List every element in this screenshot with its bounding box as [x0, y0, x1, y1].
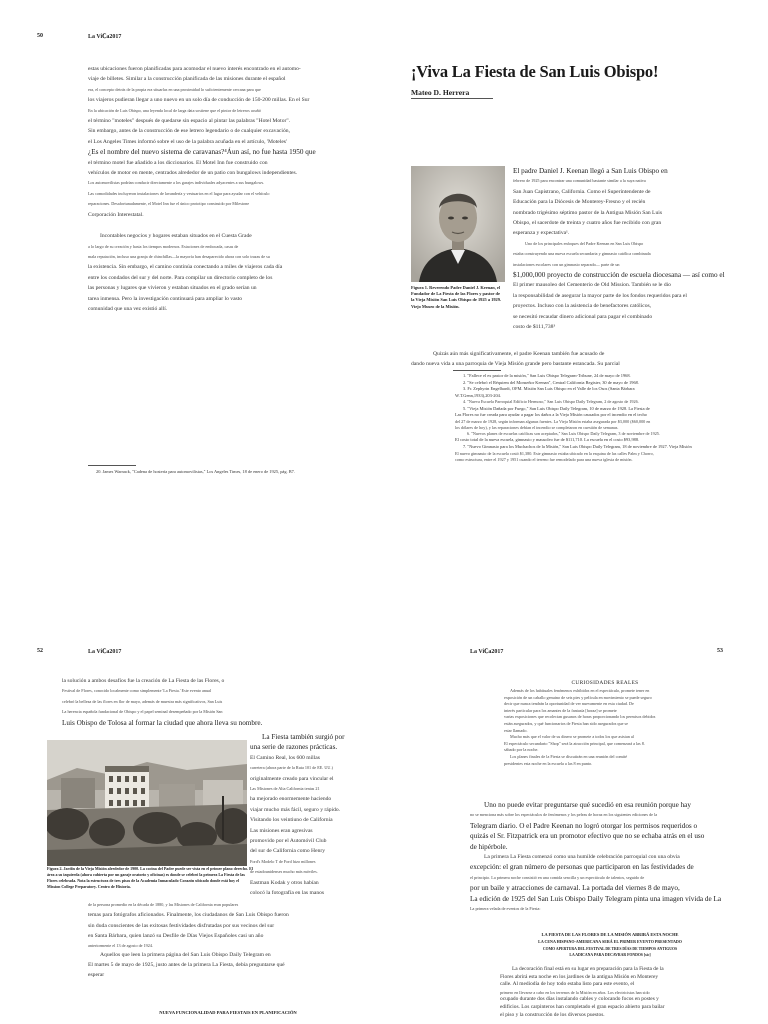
text-line: La primera velada de eventos de la Fiesta: — [470, 906, 541, 912]
text-line: El espectáculo secundario "Shop" será la atracción principal, que comenzará a las 8. — [504, 740, 645, 746]
text-line: sábado por la noche. — [504, 747, 539, 753]
page53-text — [470, 800, 766, 914]
text-line: comunidad que una vez existió allí. — [88, 305, 168, 312]
text-line: Ford's Modelo T de Ford hizo millones — [250, 858, 316, 864]
text-line: anteriormente el 13 de agosto de 1924. — [88, 942, 154, 948]
text-line: El padre Daniel J. Keenan llegó a San Luis Obispo en — [513, 167, 668, 175]
text-line: exposición de un caballo genuino de seis pies y película en movimiento se puede seguro — [504, 694, 652, 700]
page-number: 50 — [37, 33, 43, 39]
text-line: a lo largo de su creación y hasta los tiempos modernos. Estaciones de embocada, casas de — [88, 243, 239, 249]
footnote: 1. "Fallece el ex pastor de la misión," San Luis Obispo Telegram-Tribune, 24 de mayo de 1968. — [463, 373, 631, 378]
running-header: La Viℂa2017 — [470, 649, 504, 655]
text-line: varias exposiciones que recolectan gusanos de horas proporcionando los permisos debidos — [504, 714, 656, 720]
text-line: en Santa Bárbara, quien lanzó su Desfile de Días Viejos Españoles casi un año — [88, 933, 264, 940]
text-line: Eastman Kodak y otros habían — [250, 879, 319, 886]
text-line: vehículos de motor en mente, centrados alrededor de un patio con bungalows independientes. — [88, 170, 298, 177]
text-line: esperanza y expectativa¹. — [513, 230, 570, 237]
text-line: temas para fotógrafos aficionados. Finalmente, los ciudadanos de San Luis Obispo fueron — [88, 912, 289, 919]
text-line: estar llamado. — [504, 727, 528, 733]
text-line: las personas y lugares que vivieron y estaban situados en el grado serían un — [88, 285, 257, 292]
text-line: promovido por el Automóvil Club — [250, 838, 327, 845]
text-line: $1,000,000 proyecto de construcción de escuela diocesana — así como el — [513, 271, 725, 280]
page52-intro — [62, 676, 362, 729]
text-line: quizás el Sr. Fitzpatrick era un promotor efectivo que no se echaba atrás en el uso — [470, 832, 705, 841]
page51-paragraph — [411, 349, 761, 370]
text-line: Aquellos que leen la primera página del San Luis Obispo Daily Telegram en — [100, 951, 271, 958]
text-line: Visitando los veintiuno de California — [250, 817, 333, 824]
footnote: 3. Fr. Zephyrin Engelhardt, OFM. Misión San Luis Obispo en el Valle de los Osos (Santa Bárbara — [463, 386, 635, 392]
portrait-photo-icon — [411, 166, 505, 282]
page52-bottom — [88, 900, 378, 981]
text-line: Obispo, el sacerdote de treinta y cuatro años fue recibido con gran — [513, 220, 662, 227]
section-heading: NUEVA FUNCIONALIDAD PARA FIESTAIS EN PLANIFICACIÓN — [159, 1010, 297, 1015]
footnote: El nuevo gimnasio de la escuela costó $1,380. Este gimnasio estaba ubicado en la esquina de las calles Palm y Chorro, — [455, 450, 654, 456]
headline-block — [500, 931, 720, 958]
text-line: edificios. Los carpinteros han completado el gran espacio abierto para bailar — [500, 1003, 665, 1010]
text-line: La decoración final está en su lugar en preparación para la Fiesta de la — [512, 966, 664, 972]
text-line: la solución a ambos desafíos fue la creación de La Fiesta de las Flores, o — [62, 678, 225, 684]
text-line: están asegurados, y qué funcionarios de Fiesta han sido asegurados que se — [504, 720, 628, 726]
text-line: viajar mucho más fácil, seguro y rápido. — [250, 806, 341, 813]
text-line: La primera La Fiesta comenzó como una humilde celebración parroquial con una obvia — [484, 854, 680, 861]
text-line: Además de los habituales fenómenos exhibidos en el espectáculo, promete tener en — [510, 688, 650, 693]
text-line: el principio. La primera noche consistió en una comida sencilla y un espectáculo de talentos, seguido de — [470, 874, 645, 880]
text-line: estas ubicaciones fueron planificadas para acomodar el nuevo interés encontrado en el automo- — [88, 66, 301, 72]
text-line: Uno de los principales enfoques del Padre Keenan en San Luis Obispo — [525, 240, 644, 246]
text-line: originalmente creado para vincular el — [250, 775, 334, 782]
text-line: ocupado durante dos días instalando cables y colocando focos en postes y — [500, 996, 659, 1003]
town-photo-icon — [47, 740, 247, 866]
text-line: sin duda conscientes de las exitosas festividades disfrutadas por sus vecinos del sur — [88, 922, 275, 929]
footnote-rule — [453, 370, 501, 371]
text-line: por un baile y atracciones de carnaval. La portada del viernes 8 de mayo, — [470, 884, 680, 893]
text-line: presidentes esta noche en la escuela a las 8 en punto. — [504, 760, 593, 766]
text-line: el término motel fue añadido a los diccionarios. El Motel Inn fue construido con — [88, 159, 268, 166]
text-line: Luis Obispo de Tolosa al formar la ciudad que ahora lleva su nombre. — [62, 718, 263, 727]
text-line: el piso y la construcción de los diversos puestos. — [500, 1011, 605, 1018]
figure-caption: Figura 2. Jardín de la Vieja Misión alrededor de 1900. La cocina del Padre puede ser vista en el primer plano derecho. El área a su izquierda (ahora cubierta por un garaje oratorio y oficinas) es donde se celebró la primera La Fiesta de las Flores celebrada. Nota la estructura de tres pisos de la Academia Inmaculado Corazón ubicado donde está hoy el Mission College Preparatory. Centro de Historia. — [47, 866, 253, 889]
text-line: Las comodidades incluyeron instalaciones de lavandería y vestuarios en el lugar para ayudar con el vehículo — [88, 190, 270, 196]
text-line: el término "moteles" después de quedarse sin espacio al pintar las palabras "Hotel Motor". — [88, 118, 291, 125]
footnote: 7. "Nuevo Gimnasio para los Muchachos de la Misión," San Luis Obispo Daily Telegram, 18 de noviembre de 1927. Vieja Misión — [463, 443, 692, 449]
text-line: del sur de California como Henry — [250, 848, 326, 855]
text-line: ¿Es el nombre del nuevo sistema de caravanas?⁴Áun así, no fue hasta 1950 que — [88, 148, 316, 157]
text-line: la existencia. Sin embargo, el camino continúa conectando a miles de viajeros cada día — [88, 264, 283, 271]
article-title: ¡Viva La Fiesta de San Luis Obispo! — [411, 62, 659, 81]
curiosities-box — [504, 688, 726, 767]
text-line: La Fiesta también surgió por — [262, 733, 345, 741]
text-line: nombrado trigésimo séptimo pastor de la Antigua Misión San Luis — [513, 209, 662, 216]
text-line: la responsabilidad de asegurar la mayor parte de los fondos requeridos para el — [513, 292, 687, 299]
title-rule — [411, 98, 493, 99]
running-header: La Viℂa2017 — [88, 34, 122, 40]
text-line: San Juan Capistrano, California. Como el Superintendente de — [513, 188, 651, 195]
text-line: El primer mausoleo del Cementerio de Old Mission. También se le dio — [513, 282, 671, 289]
footnote: 2. "Se celebró el Réquiem del Monseñor Keenan", Central California Register, 30 de mayo de 1968. — [463, 379, 639, 385]
footnote: El costo total de la nueva escuela, gimnasio y mausoleo fue de $111,710. La escuela en el costo $93,988. — [455, 437, 640, 443]
text-line: Flores abrirá esta noche en los jardines de la antigua Misión en Monterey — [500, 973, 659, 980]
headline: LA FIESTA DE LAS FLORES DE LA MISIÓN ABRIRÁ ESTA NOCHE — [541, 932, 679, 937]
page52-right-column — [250, 732, 370, 899]
text-line: viaje de billetes. Similar a la construcción planificada de las misiones durante el español — [88, 76, 286, 83]
footnote: del 27 de marzo de 1928, según informan algunas fuentes. La Vieja Misión estaba asegurada por $3,000 ($60,000 en — [455, 418, 651, 424]
page-number: 53 — [717, 648, 723, 654]
text-line: Incontables negocios y hogares estaban situados en el Cuesta Grade — [100, 233, 252, 240]
text-line: Corporación Interestatal. — [88, 211, 144, 218]
page51-column — [513, 166, 763, 333]
footnote: como estructura, entre el 1927 y 1951 cuando el terreno fue remodelado para una nueva iglesia de misión. — [455, 456, 633, 462]
text-line: instalaciones escolares con un gimnasio separado— parte de un — [513, 261, 620, 267]
text-line: esperar — [88, 972, 105, 979]
page-number: 52 — [37, 648, 43, 654]
text-line: Las Misiones de Alta California tenias 21 — [250, 786, 320, 792]
text-line: Uno no puede evitar preguntarse qué sucedió en esa reunión porque hay — [484, 801, 691, 809]
text-line: entre los condados del sur y del norte. Para compilar un directorio completo de los — [88, 274, 273, 281]
text-line: Sin embargo, antes de la construcción de ese letrero legendario o de cualquier excavación, — [88, 128, 290, 135]
text-line: colocó la fotografía en las manos — [250, 890, 325, 897]
text-line: excepción: el gran número de personas que participaron en las festividades de — [470, 863, 694, 872]
text-line: de estadounidenses mucho más móviles. — [250, 869, 318, 875]
footnote: Las Flores no fue creada para ayudar a pagar los daños a la Vieja Misión causados por el incendio en el techo — [455, 412, 647, 418]
portrait-photo — [411, 166, 505, 282]
page53-final — [500, 966, 722, 1019]
text-line: proyectos. Incluso con la asistencia de benefactores católicos, — [513, 303, 652, 310]
mission-garden-photo — [47, 740, 247, 866]
text-line: ha mejorado enormemente haciendo — [250, 796, 332, 803]
text-line: estaba construyendo una nueva escuela secundaria y gimnasio católica combinada — [513, 251, 651, 257]
text-line: los viajeros pudieran llegar a uno nuevo en un solo día de conducción de 150-200 millas. En el Sur — [88, 97, 310, 104]
footnote: 6. "Nuevos planes de escuelas católicas son aceptados," San Luis Obispo Daily Telegram, 3 de noviembre de 1925. — [467, 431, 660, 437]
text-line: En la ubicación de Luis Obispo, una leyenda local de larga data sostiene que el pintor de letreros acuñó — [88, 107, 261, 113]
footnote: 5. "Vieja Misión Dañada por Fuego," San Luis Obispo Daily Telegram, 10 de marzo de 1928. La Fiesta de — [463, 405, 650, 411]
subheadline: LA CENA HISPANO-AMERICANA SERÁ EL PRIMER EVENTO PRESENTADO — [538, 939, 682, 944]
footnote: 20. James Warnack, "Cadena de hostería para automovilistas," Los Angeles Times, 18 de enero de 1925, pág. B7. — [96, 469, 295, 474]
footnote: los dólares de hoy), y las reparaciones debían el incendio se completaron en cuestión de semanas. — [455, 424, 619, 430]
text-line: era, el concepto detrás de la propia era situarlas en una proximidad lo suficientemente cercana para que — [88, 86, 261, 92]
text-line: una serie de razones prácticas. — [250, 743, 338, 752]
text-line: febrero de 1925 para encontrar una comunidad bastante similar a la suya nativa — [513, 178, 646, 184]
text-line: de la persona promedio en la década de 1880, y las Misiones de California eran populares — [88, 902, 239, 907]
text-line: Festival de Flores, conocido localmente como simplemente 'La Fiesta.' Este evento anual — [62, 688, 212, 694]
text-line: costo de $111,738³ — [513, 324, 556, 331]
page50-text — [88, 64, 338, 314]
text-line: Las misiones eran agresivas — [250, 827, 313, 834]
text-line: Telegram diario. O el Padre Keenan no logró otorgar los permisos requeridos o — [470, 821, 698, 830]
text-line: El martes 5 de mayo de 1925, justo antes de la primera La Fiesta, debía preguntarse qué — [88, 962, 285, 969]
text-line: Los planes finales de la Fiesta se discutirán en una reunión del comité — [510, 753, 627, 759]
text-line: La herencia española fundacional de Obispo y el papel seminal desempeñado por la Misión San — [62, 709, 223, 715]
text-line: mala reputación, incluso una granja de chinchillas—la mayoría han desaparecido ahora con solo trazas de su — [88, 253, 270, 259]
article-author: Mateo D. Herrera — [411, 88, 470, 97]
text-line: no se menciona más sobre los espectáculos de fenómenos y los peleas de horaz en los siguientes ediciones de la — [470, 812, 658, 818]
running-header: La Viℂa2017 — [88, 649, 122, 655]
subheadline: LA ADICANA PARA DECAVRAR FONDOS [sic] — [569, 952, 651, 957]
footnote: 4. "Nueva Escuela Parroquial Edificio Hermoso," San Luis Obispo Daily Telegram, 2 de agosto de 1926. — [463, 399, 639, 405]
box-heading: CURIOSIDADES REALES — [571, 680, 639, 686]
text-line: carretera (ahora parte de la Ruta 101 de EE. UU.) — [250, 765, 333, 771]
text-line: reparaciones. Desafortunadamente, el Motel Inn fue el único prototipo construido por Milestone — [88, 201, 250, 207]
text-line: Los automovilistas podrían conducir directamente a los garajes individuales adyacentes a sus bungalows. — [88, 180, 265, 186]
text-line: tarea inmensa. Pero la investigación continuará para ampliar lo vasto — [88, 295, 243, 302]
text-line: decir que nunca tendrán la oportunidad de ver nuevamente en esta ciudad. De — [504, 701, 634, 707]
page51-footnotes — [455, 373, 767, 463]
text-line: La edición de 1925 del San Luis Obispo Daily Telegram pinta una imagen vívida de La — [470, 894, 722, 903]
text-line: celebró la belleza de las flores en flor de mayo, además de muestra más significativos, San Luis — [62, 698, 223, 704]
text-line: calle. Al mediodía de hoy todo estaba listo para este evento, el — [500, 981, 635, 988]
footnote-rule — [88, 465, 136, 466]
text-line: el Los Angeles Times informó sobre el uso de la palabra acuñada en el artículo, 'Moteles' — [88, 138, 287, 145]
text-line: de hipérbole. — [470, 842, 508, 851]
footnote: W.T.Genn,1933),203-204. — [455, 392, 501, 398]
text-line: Educación para la Diócesis de Monterey-Fresno y el recién — [513, 199, 646, 206]
text-line: dando nueva vida a una parroquia de Vieja Misión grande pero bastante estancada. Su parcial — [411, 361, 620, 368]
subheadline: COMO APERTURA DEL FESTIVAL DE TRES DÍAS DE TIEMPOS ANTIGUOS — [542, 946, 678, 951]
text-line: Quizás aún más significativamente, el padre Keenan también fue acusado de — [433, 351, 605, 357]
text-line: se necesitó recaudar dinero adicional para pagar el combinado — [513, 313, 653, 320]
text-line: primero en llevarse a cabo en los terrenos de la Misión en años. Los electricistas han sido — [500, 989, 650, 995]
figure-caption: Figura 1. Reverendo Padre Daniel J. Keenan, el Fundador de La Fiesta de las Flores y pastor de la Vieja Misión San Luis Obispo de 1925 a 1929. Viejo Museo de la Misión. — [411, 285, 502, 309]
text-line: interés particular para los amantes de la fantasía [horaz] se promete — [504, 707, 617, 713]
text-line: Mucho más que el valor de su dinero se promete a todos los que asistan al — [510, 734, 634, 740]
text-line: El Camino Real, los 600 millas — [250, 754, 320, 761]
